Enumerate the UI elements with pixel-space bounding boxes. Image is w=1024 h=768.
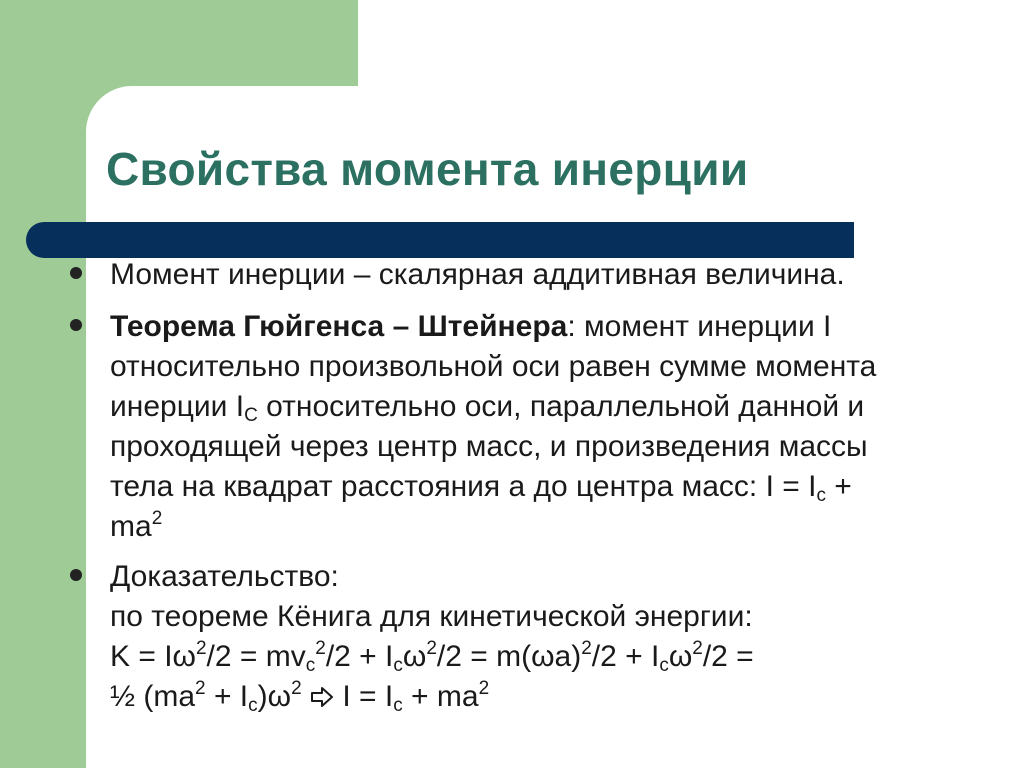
bullet-dot-icon bbox=[70, 569, 82, 581]
theorem-line-3: инерции $I_C$ относительно оси, параллельной данной и bbox=[110, 390, 865, 426]
slide-title: Свойства момента инерции bbox=[106, 143, 749, 195]
bullet-dot-icon bbox=[70, 267, 82, 279]
theorem-line-6: $ma^2$ bbox=[110, 508, 163, 543]
theorem-name: Теорема Гюйгенса – Штейнера bbox=[110, 310, 568, 343]
theorem-line-1: Теорема Гюйгенса – Штейнера: момент инерции I bbox=[110, 310, 832, 343]
proof-formula-1: $K = I\omega^2/2 = mv_c^2/2 + I_c\omega^2/2 = m(\omega a)^2/2 + I_c\omega^2/2$ = bbox=[110, 638, 754, 676]
slide-body bbox=[70, 255, 1000, 717]
theorem-line-4: проходящей через центр масс, и произведения массы bbox=[110, 430, 868, 463]
proof-heading: Доказательство: bbox=[110, 560, 339, 593]
theorem-line-2: относительно произвольной оси равен сумме момента bbox=[110, 350, 877, 383]
bullet-item-scalar-additive bbox=[70, 255, 1000, 295]
proof-line-koenig: по теореме Кёнига для кинетической энергии: bbox=[110, 600, 753, 633]
implies-arrow-icon bbox=[310, 687, 334, 707]
bullet-dot-icon bbox=[70, 319, 82, 331]
proof-formula-2: ½ $(ma^2 + I_c)\omega^2$ $I = I_c + ma^2$ bbox=[110, 678, 490, 716]
bullet-text: Момент инерции – скалярная аддитивная величина. bbox=[110, 258, 845, 291]
bullet-item-steiner-theorem bbox=[70, 307, 1000, 547]
bullet-item-proof bbox=[70, 557, 1000, 717]
theorem-line-5: тела на квадрат расстояния a до центра масс: $I = I_c$ + bbox=[110, 470, 852, 506]
title-underline-bar bbox=[26, 222, 854, 258]
